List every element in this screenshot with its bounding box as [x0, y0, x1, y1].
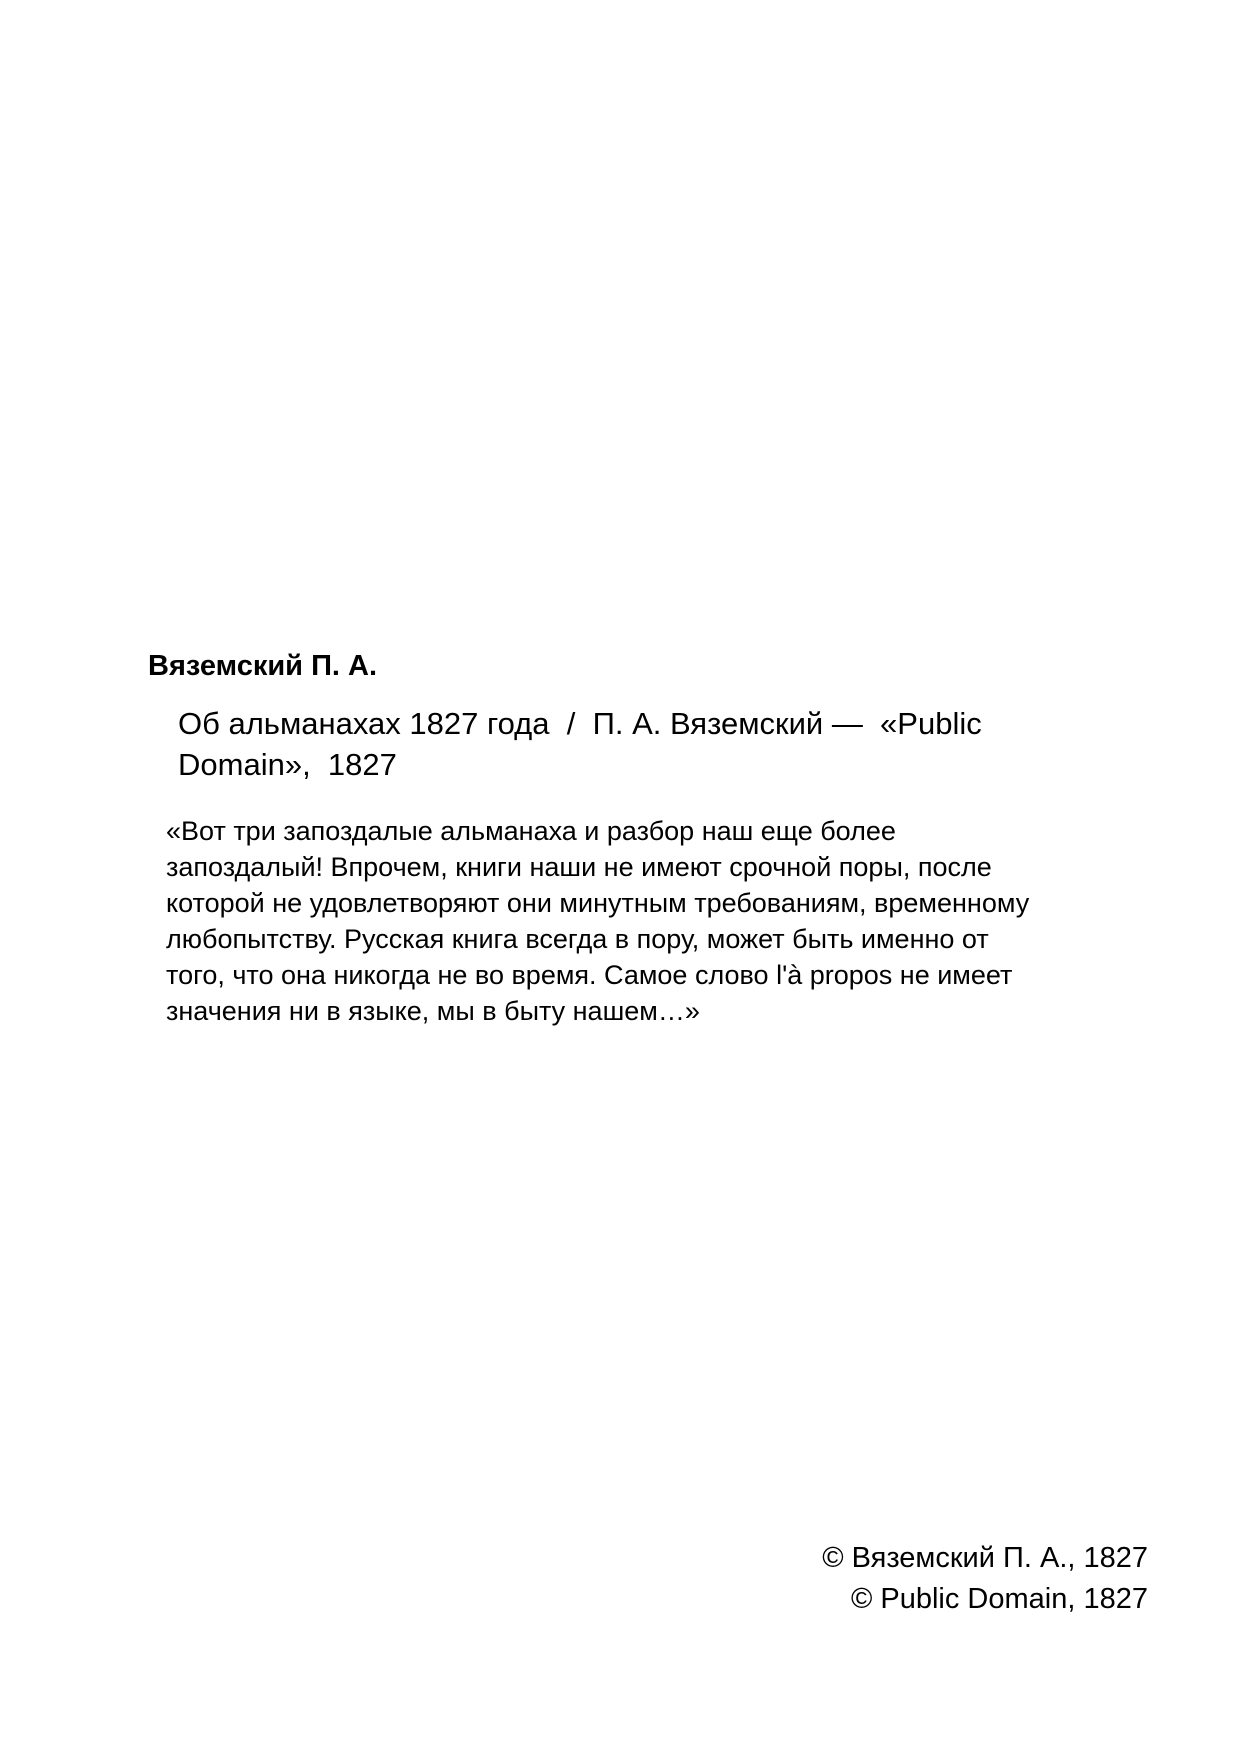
citation-publisher: «Public Domain» — [178, 706, 982, 782]
annotation-text — [166, 813, 1126, 1029]
copyright-line-author: © Вяземский П. А., 1827 — [822, 1542, 1148, 1574]
annotation-line: «Вот три запоздалые альманаха и разбор наш еще более — [166, 816, 896, 846]
annotation-line: того, что она никогда не во время. Самое слово l'à propos не имеет — [166, 960, 1013, 990]
citation-author: П. А. Вяземский — [592, 706, 824, 741]
book-title: Об альманахах 1827 года — [178, 706, 550, 741]
citation-year: 1827 — [327, 747, 397, 782]
annotation-line: которой не удовлетворяют они минутным требованиям, временному — [166, 888, 1030, 918]
annotation-line: запоздалый! Впрочем, книги наши не имеют срочной поры, после — [166, 852, 992, 882]
bibliographic-citation: Об альманахах 1827 года / П. А. Вяземский — «Public Domain», 1827 — [178, 706, 982, 782]
copyright-notice — [822, 1538, 1148, 1620]
annotation-line: значения ни в языке, мы в быту нашем…» — [166, 996, 700, 1026]
annotation-line: любопытству. Русская книга всегда в пору, может быть именно от — [166, 924, 989, 954]
author-heading: Вяземский П. А. — [148, 650, 378, 682]
copyright-line-publisher: © Public Domain, 1827 — [850, 1583, 1148, 1615]
